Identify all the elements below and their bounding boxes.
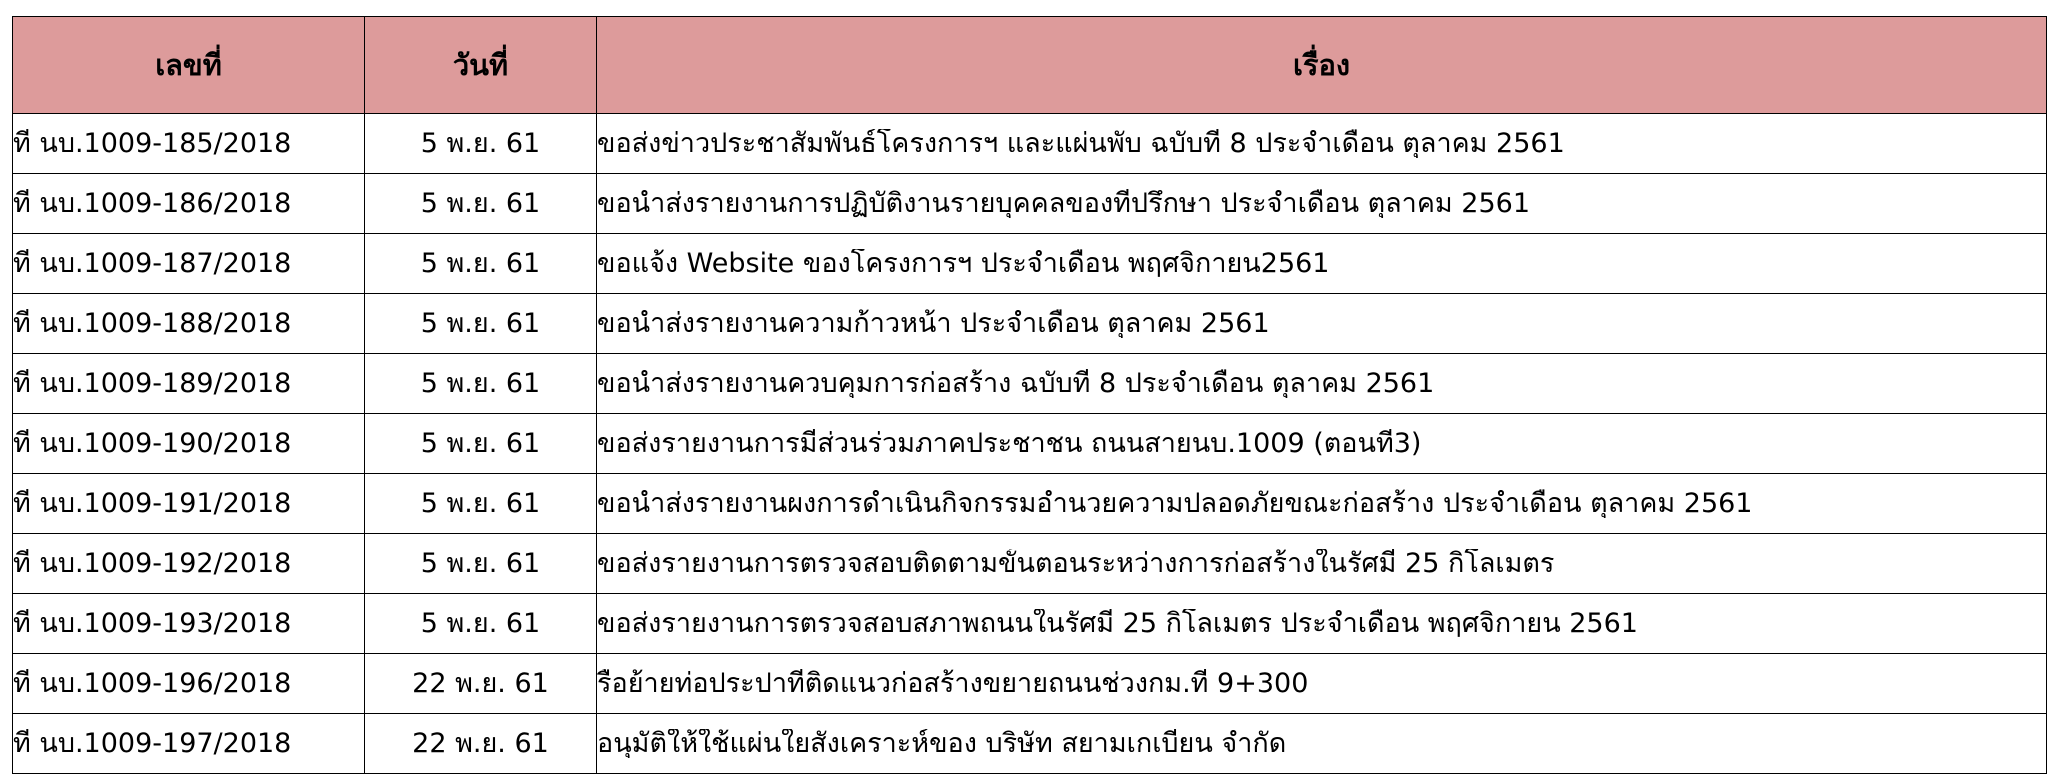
cell-number — [13, 474, 365, 534]
cell-number — [13, 414, 365, 474]
cell-date-text: 22 พ.ย. 61 — [412, 668, 549, 699]
table-header — [13, 17, 2047, 114]
cell-number — [13, 114, 365, 174]
table-row — [13, 174, 2047, 234]
cell-subject — [597, 114, 2047, 174]
cell-subject — [597, 174, 2047, 234]
cell-number — [13, 594, 365, 654]
cell-number — [13, 294, 365, 354]
table-row — [13, 354, 2047, 414]
table-body — [13, 114, 2047, 774]
cell-date-text: 5 พ.ย. 61 — [420, 368, 541, 399]
table-row — [13, 414, 2047, 474]
cell-number-text: ที่ นบ.1009-189/2018 — [13, 368, 292, 399]
cell-date-text: 5 พ.ย. 61 — [420, 188, 541, 219]
cell-number — [13, 654, 365, 714]
cell-subject-text: อนุมัติให้ใช้แผ่นใยสังเคราะห์ของ บริษัท สยามเกเบียน จำกัด — [597, 728, 1287, 759]
cell-date-text: 5 พ.ย. 61 — [420, 128, 541, 159]
cell-subject — [597, 594, 2047, 654]
cell-subject-text: ขอส่งรายงานการตรวจสอบติดตามขั้นตอนระหว่างการก่อสร้างในรัศมี 25 กิโลเมตร — [597, 548, 1555, 579]
cell-subject — [597, 294, 2047, 354]
cell-subject — [597, 474, 2047, 534]
cell-subject — [597, 234, 2047, 294]
cell-number — [13, 174, 365, 234]
cell-date — [365, 594, 597, 654]
cell-number-text: ที่ นบ.1009-197/2018 — [13, 728, 292, 759]
cell-subject-text: ขอนำส่งรายงานความก้าวหน้า ประจำเดือน ตุลาคม 2561 — [597, 308, 1270, 339]
cell-subject-text: ขอส่งข่าวประชาสัมพันธ์โครงการฯ และแผ่นพับ ฉบับที่ 8 ประจำเดือน ตุลาคม 2561 — [597, 128, 1565, 159]
table-row — [13, 534, 2047, 594]
cell-date — [365, 474, 597, 534]
cell-subject-text: ขอแจ้ง Website ของโครงการฯ ประจำเดือน พฤศจิกายน2561 — [597, 248, 1330, 279]
cell-number-text: ที่ นบ.1009-193/2018 — [13, 608, 292, 639]
cell-subject-text: ขอนำส่งรายงานผงการดำเนินกิจกรรมอำนวยความปลอดภัยขณะก่อสร้าง ประจำเดือน ตุลาคม 2561 — [597, 488, 1753, 519]
cell-date-text: 5 พ.ย. 61 — [420, 548, 541, 579]
table-row — [13, 594, 2047, 654]
table-row — [13, 294, 2047, 354]
cell-date-text: 5 พ.ย. 61 — [420, 488, 541, 519]
cell-subject-text: รื้อย้ายท่อประปาที่ติดแนวก่อสร้างขยายถนนช่วงกม.ที่ 9+300 — [597, 668, 1309, 699]
table-row — [13, 654, 2047, 714]
table-row — [13, 114, 2047, 174]
cell-date — [365, 414, 597, 474]
cell-number-text: ที่ นบ.1009-196/2018 — [13, 668, 292, 699]
cell-number — [13, 354, 365, 414]
cell-number-text: ที่ นบ.1009-185/2018 — [13, 128, 292, 159]
cell-number — [13, 714, 365, 774]
cell-number-text: ที่ นบ.1009-188/2018 — [13, 308, 292, 339]
cell-subject — [597, 354, 2047, 414]
cell-number-text: ที่ นบ.1009-190/2018 — [13, 428, 292, 459]
cell-number-text: ที่ นบ.1009-192/2018 — [13, 548, 292, 579]
cell-date — [365, 654, 597, 714]
table-row — [13, 234, 2047, 294]
cell-date — [365, 234, 597, 294]
cell-number — [13, 234, 365, 294]
cell-number — [13, 534, 365, 594]
cell-date — [365, 114, 597, 174]
column-header-subject: เรื่อง — [597, 17, 2047, 114]
cell-number-text: ที่ นบ.1009-186/2018 — [13, 188, 292, 219]
cell-date-text: 5 พ.ย. 61 — [420, 428, 541, 459]
column-header-date: วันที่ — [365, 17, 597, 114]
table-row — [13, 474, 2047, 534]
cell-subject — [597, 534, 2047, 594]
table-header-row — [13, 17, 2047, 114]
cell-date-text: 5 พ.ย. 61 — [420, 308, 541, 339]
cell-subject-text: ขอส่งรายงานการมีส่วนร่วมภาคประชาชน ถนนสายนบ.1009 (ตอนที่3) — [597, 428, 1422, 459]
cell-date — [365, 294, 597, 354]
cell-date-text: 5 พ.ย. 61 — [420, 608, 541, 639]
cell-date-text: 5 พ.ย. 61 — [420, 248, 541, 279]
cell-number-text: ที่ นบ.1009-187/2018 — [13, 248, 292, 279]
cell-date — [365, 354, 597, 414]
cell-subject — [597, 654, 2047, 714]
cell-subject — [597, 414, 2047, 474]
correspondence-table — [12, 16, 2047, 774]
cell-subject-text: ขอนำส่งรายงานการปฏิบัติงานรายบุคคลของที่ปรึกษา ประจำเดือน ตุลาคม 2561 — [597, 188, 1531, 219]
cell-subject-text: ขอส่งรายงานการตรวจสอบสภาพถนนในรัศมี 25 กิโลเมตร ประจำเดือน พฤศจิกายน 2561 — [597, 608, 1638, 639]
cell-number-text: ที่ นบ.1009-191/2018 — [13, 488, 292, 519]
cell-subject — [597, 714, 2047, 774]
table-row — [13, 714, 2047, 774]
cell-date — [365, 174, 597, 234]
cell-date — [365, 534, 597, 594]
cell-date — [365, 714, 597, 774]
column-header-number: เลขที่ — [13, 17, 365, 114]
cell-subject-text: ขอนำส่งรายงานควบคุมการก่อสร้าง ฉบับที่ 8 ประจำเดือน ตุลาคม 2561 — [597, 368, 1435, 399]
cell-date-text: 22 พ.ย. 61 — [412, 728, 549, 759]
